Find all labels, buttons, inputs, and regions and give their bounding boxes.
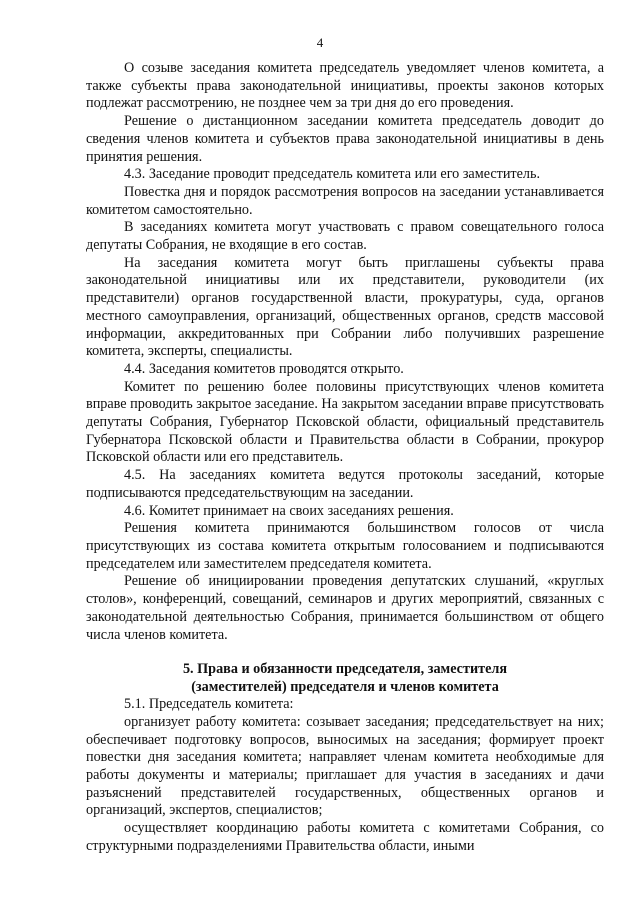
paragraph: 4.6. Комитет принимает на своих заседаниях решения. (124, 502, 454, 519)
paragraph: Решения комитета принимаются большинством голосов от числа присутствующих из состава комитета открытым голосованием и подписываются председателем или заместителем председателя комитета. (86, 520, 604, 572)
paragraph: О созыве заседания комитета председатель уведомляет членов комитета, а также субъекты права законодательной инициативы, проекты законов которых подлежат рассмотрению, не позднее чем за три дня до его проведения. (86, 60, 604, 112)
paragraph: осуществляет координацию работы комитета с комитетами Собрания, со структурными подразделениями Правительства области, иными (86, 820, 604, 854)
section-heading (86, 660, 604, 696)
paragraph: 5.1. Председатель комитета: (124, 696, 294, 713)
paragraph: На заседания комитета могут быть приглашены субъекты права законодательной инициативы или их представители, руководители (их представители) органов государственной власти, прокуратуры, суда, органов местного самоуправления, организаций, общественных органов, средств массовой информации, аккредитованных при Собрании либо получивших разрешение комитета, эксперты, специалисты. (86, 254, 604, 360)
document-body (86, 60, 604, 856)
paragraph: Решение об инициировании проведения депутатских слушаний, «круглых столов», конференций, совещаний, семинаров и других мероприятий, связанных с законодательной деятельностью Собрания, принимается большинством от общего числа членов комитета. (86, 573, 604, 643)
section-heading-line: 5. Права и обязанности председателя, заместителя (182, 661, 508, 678)
paragraph: Повестка дня и порядок рассмотрения вопросов на заседании устанавливается комитетом самостоятельно. (86, 183, 604, 218)
page-number: 4 (316, 35, 324, 50)
paragraph: 4.5. На заседаниях комитета ведутся протоколы заседаний, которые подписываются председательствующим на заседании. (86, 467, 604, 501)
paragraph: Решение о дистанционном заседании комитета председатель доводит до сведения членов комитета и субъектов права законодательной инициативы в день принятия решения. (86, 113, 604, 165)
paragraph: Комитет по решению более половины присутствующих членов комитета вправе проводить закрытое заседание. На закрытом заседании вправе присутствовать депутаты Собрания, Губернатор Псковской области, официальный представитель Губернатора Псковской области и Правительства области в Собрании, прокурор Псковской области или его представитель. (86, 378, 604, 466)
paragraph: 4.3. Заседание проводит председатель комитета или его заместитель. (124, 166, 541, 183)
paragraph: В заседаниях комитета могут участвовать с правом совещательного голоса депутаты Собрания, не входящие в его состав. (86, 219, 604, 254)
paragraph: организует работу комитета: созывает заседания; председательствует на них; обеспечивает подготовку вопросов, выносимых на заседания; формирует проект повестки дня заседания комитета; направляет членам комитета необходимые для работы документы и материалы; приглашает для участия в заседаниях и дачи разъяснений представителей государственных, общественных органов и организаций, экспертов, специалистов; (86, 713, 604, 819)
paragraph: 4.4. Заседания комитетов проводятся открыто. (124, 360, 404, 377)
section-heading-line: (заместителей) председателя и членов комитета (191, 679, 499, 696)
